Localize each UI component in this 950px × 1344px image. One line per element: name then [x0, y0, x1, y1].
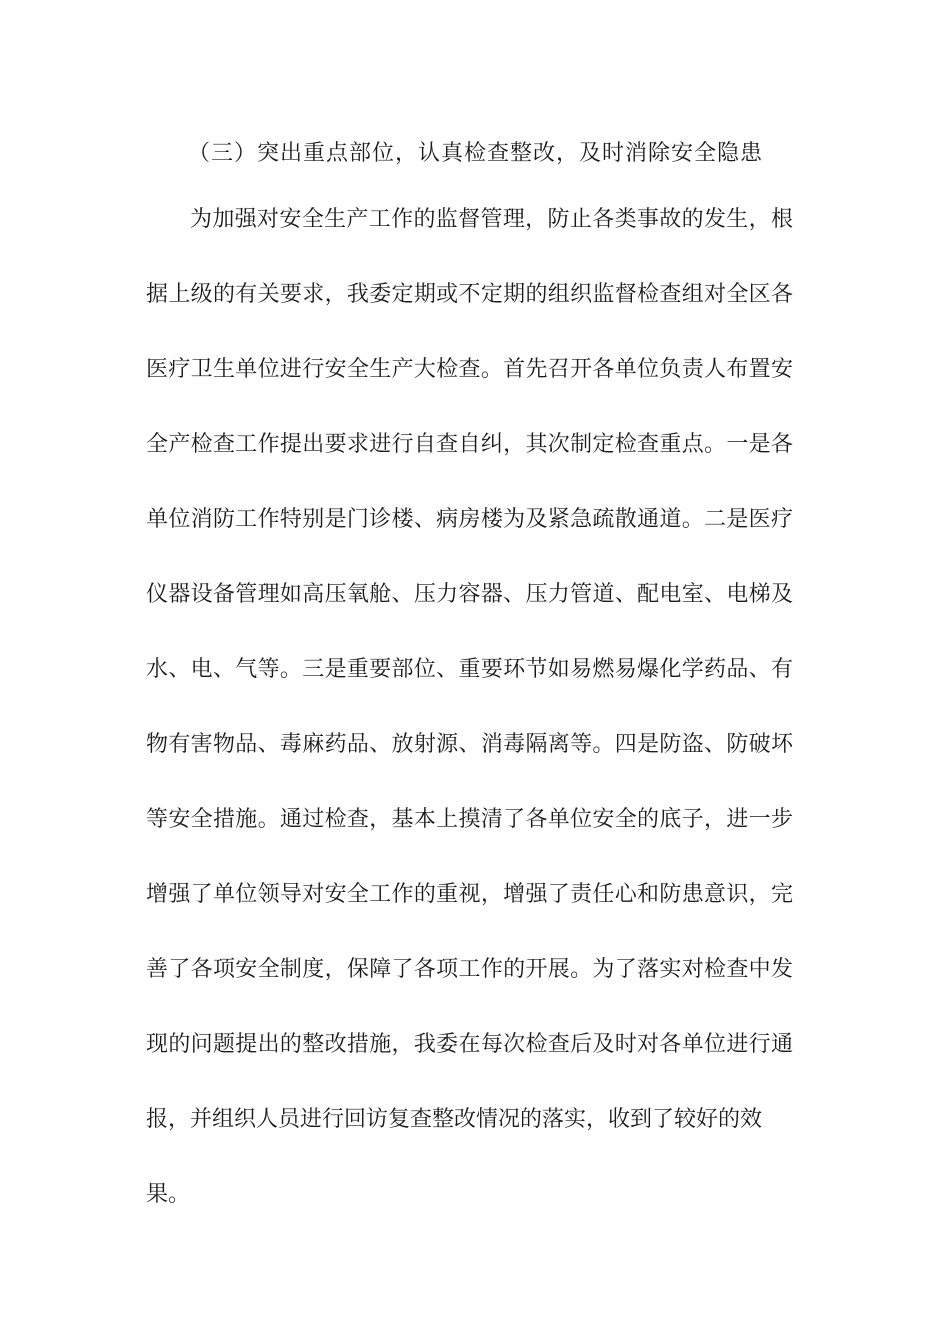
- section-heading: （三）突出重点部位，认真检查整改，及时消除安全隐患: [188, 141, 764, 166]
- paragraph-line: 现的问题提出的整改措施，我委在每次检查后及时对各单位进行通: [146, 1032, 793, 1057]
- paragraph-line: 果。: [146, 1182, 191, 1207]
- paragraph-line: 报，并组织人员进行回访复查整改情况的落实，收到了较好的效: [146, 1107, 763, 1132]
- paragraph-line: 医疗卫生单位进行安全生产大检查。首先召开各单位负责人布置安: [146, 357, 793, 382]
- paragraph-line: 为加强对安全生产工作的监督管理，防止各类事故的发生，根: [190, 207, 793, 232]
- paragraph-line: 单位消防工作特别是门诊楼、病房楼为及紧急疏散通道。二是医疗: [146, 507, 793, 532]
- paragraph-line: 物有害物品、毒麻药品、放射源、消毒隔离等。四是防盗、防破坏: [146, 732, 793, 757]
- paragraph-line: 等安全措施。通过检查，基本上摸清了各单位安全的底子，进一步: [146, 807, 793, 832]
- paragraph-line: 仪器设备管理如高压氧舱、压力容器、压力管道、配电室、电梯及: [146, 582, 793, 607]
- paragraph-line: 全产检查工作提出要求进行自查自纠，其次制定检查重点。一是各: [146, 432, 793, 457]
- paragraph-line: 善了各项安全制度，保障了各项工作的开展。为了落实对检查中发: [146, 957, 793, 982]
- paragraph-line: 水、电、气等。三是重要部位、重要环节如易燃易爆化学药品、有: [146, 657, 793, 682]
- paragraph-line: 据上级的有关要求，我委定期或不定期的组织监督检查组对全区各: [146, 282, 793, 307]
- paragraph-line: 增强了单位领导对安全工作的重视，增强了责任心和防患意识，完: [146, 882, 793, 907]
